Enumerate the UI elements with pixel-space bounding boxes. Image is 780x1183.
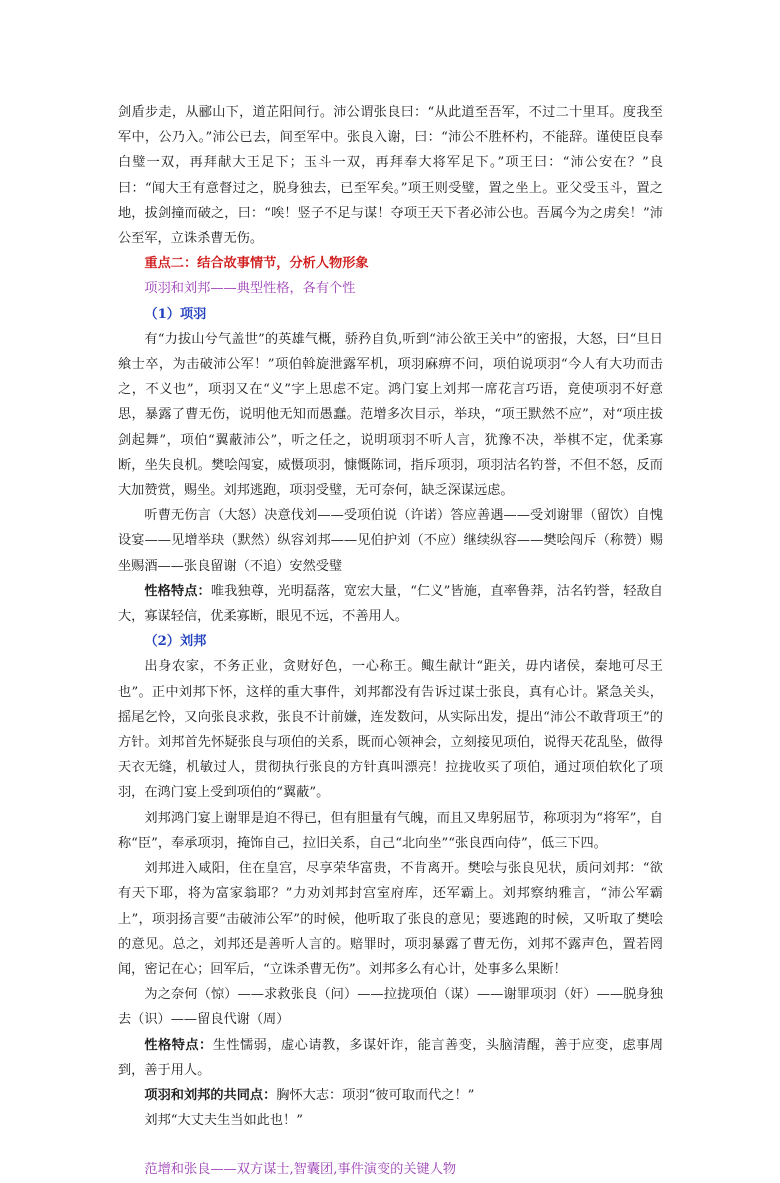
text-paragraph: 出身农家，不务正业，贪财好色，一心称王。鲰生献计“距关，毋内诸侯，秦地可尽王也”。正中刘邦下怀，这样的重大事件，刘邦都没有告诉过谋士张良，真有心计。紧急关头，摇尾乞怜，又向张良求救，张良不计前嫌，连发数问，从实际出发，提出“沛公不敢背项王”的方针。刘邦首先怀疑张良与项伯的关系，既而心领神会，立刻接见项伯，说得天花乱坠，做得天衣无缝，机敏过人，贯彻执行张良的方针真叫漂亮！拉拢收买了项伯，通过项伯软化了项羽，在鸿门宴上受到项伯的“翼蔽”。 (118, 659, 663, 801)
text-paragraph: 剑盾步走，从郦山下，道芷阳间行。沛公谓张良曰：“从此道至吾军，不过二十里耳。度我至军中，公乃入。”沛公已去，间至军中。张良入谢，曰：“沛公不胜杯杓，不能辞。谨使臣良奉白璧一双，再拜献大王足下；玉斗一双，再拜奉大将军足下。”项王曰：“沛公安在？”良曰：“闻大王有意督过之，脱身独去，已至军矣。”项王则受璧，置之坐上。亚父受玉斗，置之地，拔剑撞而破之，曰：“唉！竖子不足与谋！夺项王天下者必沛公也。吾属今为之虏矣！”沛公至军，立诛杀曹无伤。 (118, 105, 663, 247)
text-paragraph: 听曹无伤言（大怒）决意伐刘——受项伯说（许诺）答应善遇——受刘谢罪（留饮）自愧设宴——见增举玦（默然）纵容刘邦——见伯护刘（不应）继续纵容——樊哙闯斥（称赞）赐坐赐酒——张良留谢（不追）安然受璧 (118, 508, 663, 574)
text-paragraph: 刘邦“大丈夫生当如此也！” (144, 1113, 303, 1129)
text-paragraph: 有“力拔山兮气盖世”的英雄气概，骄矜自负,听到“沛公欲王关中”的密报，大怒，曰“旦日飨士卒，为击破沛公军！”项伯斡旋泄露军机，项羽麻痹不问，项伯说项羽“今人有大功而击之，不义也”，项羽又在“义”字上思虑不定。鸿门宴上刘邦一席花言巧语，竟使项羽不好意思，暴露了曹无伤，说明他无知而愚蠢。范增多次目示，举玦，“项王默然不应”，对“项庄拔剑起舞”，项伯“翼蔽沛公”，听之任之，说明项羽不听人言，犹豫不决，举棋不定，优柔寡断，坐失良机。樊哙闯宴，威慑项羽，慷慨陈词，指斥项羽，项羽沽名钓誉，不但不怒，反而大加赞赏，赐坐。刘邦逃跑，项羽受璧，无可奈何，缺乏深谋远虑。 (118, 331, 663, 499)
spacer (118, 1133, 663, 1157)
subheading-xiangyu-liubang: 项羽和刘邦——典型性格，各有个性 (144, 281, 356, 297)
xiangyu-traits (118, 579, 663, 629)
text-paragraph: 刘邦鸿门宴上谢罪是迫不得已，但有胆量有气魄，而且又卑躬屈节，称项羽为“将军”，自称“臣”，奉承项羽，掩饰自己，拉旧关系，自己“北向坐”“张良西向侍”，低三下四。 (118, 810, 663, 851)
section-heading: 重点二：结合故事情节，分析人物形象 (144, 256, 369, 272)
subheading-fanzeng-zhangliang: 范增和张良——双方谋士,智囊团,事件演变的关键人物 (144, 1162, 457, 1178)
trait-label: 性格特点： (144, 583, 211, 599)
xiangyu-heading: （1）项羽 (144, 306, 207, 322)
document-page (118, 100, 663, 1183)
liubang-heading: （2）刘邦 (144, 634, 207, 650)
common-text: 胸怀大志：项羽“彼可取而代之！” (276, 1087, 475, 1103)
text-paragraph: 刘邦进入咸阳，住在皇宫，尽享荣华富贵，不肯离开。樊哙与张良见状，质问刘邦：“欲有天下耶，将为富家翁耶？”力劝刘邦封宫室府库，还军霸上。刘邦察纳雅言，“沛公军霸上”，项羽扬言要“击破沛公军”的时候，他听取了张良的意见；要逃跑的时候，又听取了樊哙的意见。总之，刘邦还是善听人言的。赔罪时，项羽暴露了曹无伤，刘邦不露声色，置若罔闻，密记在心；回军后，“立诛杀曹无伤”。刘邦多么有心计，处事多么果断！ (118, 861, 663, 977)
trait-label: 性格特点： (144, 1037, 213, 1053)
common-label: 项羽和刘邦的共同点： (144, 1087, 277, 1103)
common-points (118, 1083, 663, 1108)
liubang-traits (118, 1033, 663, 1083)
trait-text: 生性懦弱，虚心请教，多谋奸诈，能言善变，头脑清醒，善于应变，虑事周到，善于用人。 (118, 1037, 664, 1078)
trait-text: 唯我独尊，光明磊落，宽宏大量，“仁义”皆施，直率鲁莽，沽名钓誉，轻敌自大，寡谋轻信，优柔寡断，眼见不远，不善用人。 (118, 583, 663, 625)
text-paragraph: 为之奈何（惊）——求救张良（问）——拉拢项伯（谋）——谢罪项羽（奸）——脱身独去（识）——留良代谢（周） (118, 987, 663, 1028)
